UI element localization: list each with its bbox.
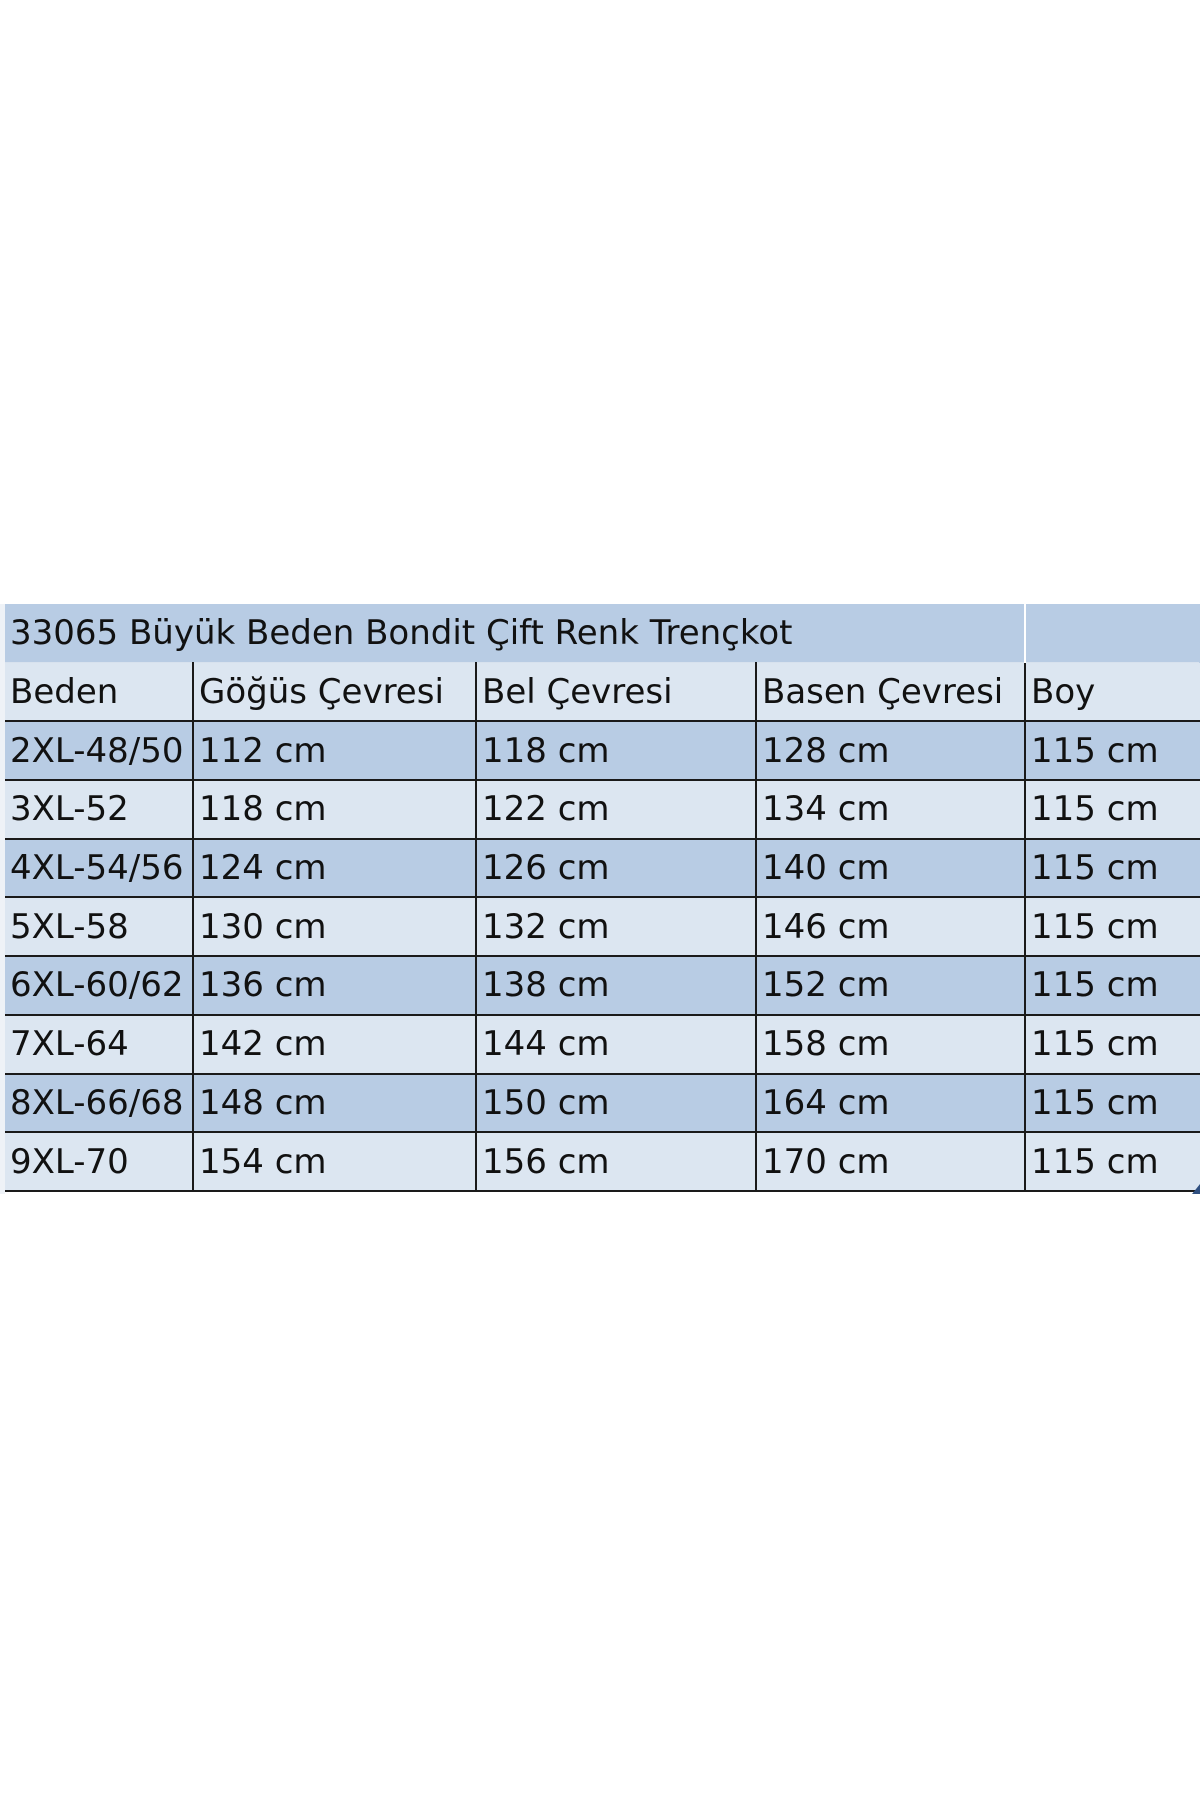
table-row <box>5 839 1200 898</box>
cell-hip: 140 cm <box>756 839 1025 898</box>
cell-size: 7XL-64 <box>5 1015 193 1074</box>
cell-size: 8XL-66/68 <box>5 1074 193 1133</box>
cell-size: 3XL-52 <box>5 780 193 839</box>
cell-waist: 132 cm <box>476 897 756 956</box>
cell-length: 115 cm <box>1025 721 1200 780</box>
cell-hip: 152 cm <box>756 956 1025 1015</box>
cell-hip: 134 cm <box>756 780 1025 839</box>
cell-waist: 122 cm <box>476 780 756 839</box>
header-row <box>5 663 1200 722</box>
header-beden: Beden <box>5 663 193 722</box>
table-row <box>5 1132 1200 1191</box>
cell-waist: 150 cm <box>476 1074 756 1133</box>
table-row <box>5 956 1200 1015</box>
table-row <box>5 1015 1200 1074</box>
title-row <box>5 604 1200 663</box>
cell-length: 115 cm <box>1025 1015 1200 1074</box>
header-gogus-cevresi: Göğüs Çevresi <box>193 663 476 722</box>
cell-waist: 126 cm <box>476 839 756 898</box>
resize-corner-icon <box>1192 1184 1200 1194</box>
cell-length: 115 cm <box>1025 839 1200 898</box>
cell-hip: 170 cm <box>756 1132 1025 1191</box>
cell-waist: 144 cm <box>476 1015 756 1074</box>
table-row <box>5 780 1200 839</box>
cell-chest: 118 cm <box>193 780 476 839</box>
cell-chest: 130 cm <box>193 897 476 956</box>
cell-chest: 136 cm <box>193 956 476 1015</box>
cell-chest: 112 cm <box>193 721 476 780</box>
header-basen-cevresi: Basen Çevresi <box>756 663 1025 722</box>
header-bel-cevresi: Bel Çevresi <box>476 663 756 722</box>
cell-chest: 148 cm <box>193 1074 476 1133</box>
cell-chest: 154 cm <box>193 1132 476 1191</box>
cell-size: 5XL-58 <box>5 897 193 956</box>
cell-length: 115 cm <box>1025 1132 1200 1191</box>
cell-size: 9XL-70 <box>5 1132 193 1191</box>
cell-hip: 164 cm <box>756 1074 1025 1133</box>
cell-size: 4XL-54/56 <box>5 839 193 898</box>
table-row <box>5 1074 1200 1133</box>
cell-waist: 118 cm <box>476 721 756 780</box>
cell-hip: 146 cm <box>756 897 1025 956</box>
cell-length: 115 cm <box>1025 1074 1200 1133</box>
table-row <box>5 721 1200 780</box>
cell-waist: 138 cm <box>476 956 756 1015</box>
size-chart-sheet <box>5 604 1200 1192</box>
cell-chest: 142 cm <box>193 1015 476 1074</box>
cell-length: 115 cm <box>1025 956 1200 1015</box>
cell-hip: 158 cm <box>756 1015 1025 1074</box>
cell-hip: 128 cm <box>756 721 1025 780</box>
cell-length: 115 cm <box>1025 897 1200 956</box>
cell-chest: 124 cm <box>193 839 476 898</box>
cell-length: 115 cm <box>1025 780 1200 839</box>
header-boy: Boy <box>1025 663 1200 722</box>
cell-size: 2XL-48/50 <box>5 721 193 780</box>
cell-size: 6XL-60/62 <box>5 956 193 1015</box>
title-empty-cell <box>1025 604 1200 663</box>
table-title: 33065 Büyük Beden Bondit Çift Renk Trençkot <box>5 604 1025 663</box>
cell-waist: 156 cm <box>476 1132 756 1191</box>
table-row <box>5 897 1200 956</box>
size-chart-table <box>5 604 1200 1192</box>
